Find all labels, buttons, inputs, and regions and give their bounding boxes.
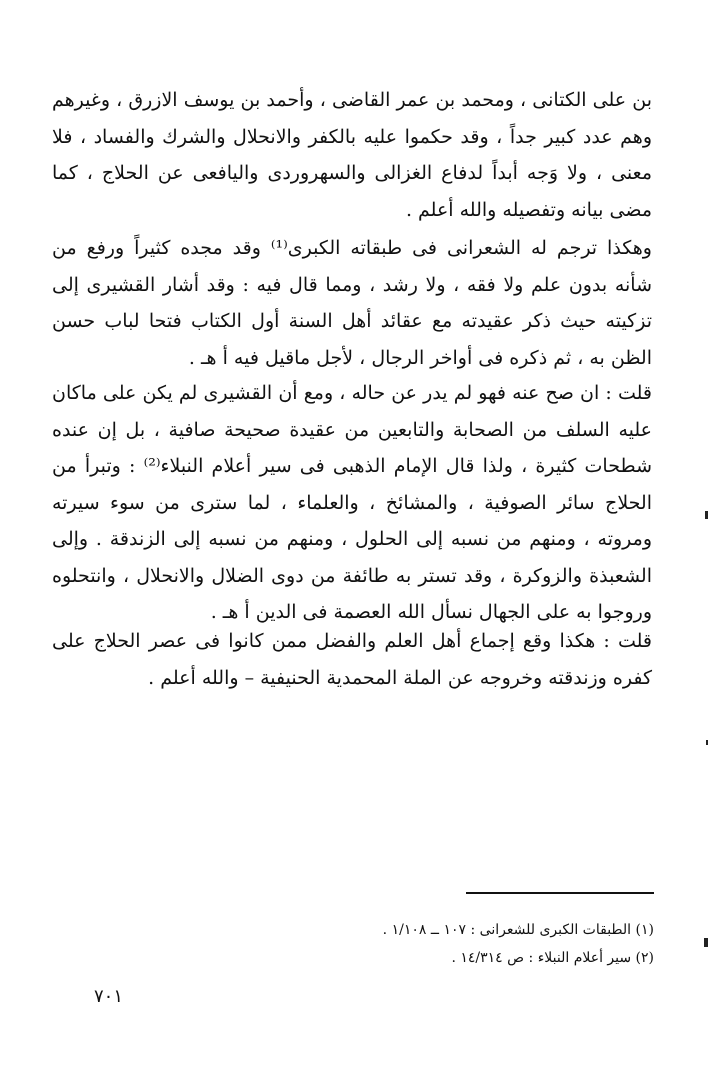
footnote-2: (٢) سير أعلام النبلاء : ص ١٤/٣١٤ .: [451, 950, 654, 966]
paragraph-4: قلت : هكذا وقع إجماع أهل العلم والفضل ممن كانوا فى عصر الحلاج على كفره وزندقته وخروجه عن الملة المحمدية الحنيفية – والله أعلم .: [52, 630, 652, 689]
paragraph-1: بن على الكتانى ، ومحمد بن عمر القاضى ، وأحمد بن يوسف الازرق ، وغيرهم وهم عدد كبير جداً ، وقد حكموا عليه بالكفر والانحلال والشرك والفساد ، فلا معنى ، ولا وَجه أبداً لدفاع الغزالى والسهروردى واليافعى عن الحلاج ، كما مضى بيانه وتفصيله والله أعلم .: [52, 89, 652, 221]
footnote-divider: [466, 892, 654, 894]
paragraph-3: قلت : ان صح عنه فهو لم يدر عن حاله ، ومع أن القشيرى لم يكن على ماكان عليه السلف من الصحابة والتابعين من عقيدة صحيحة صافية ، بل إن عنده شطحات كثيرة ، ولذا قال الإمام الذهبى فى سير أعلام النبلاء⁽²⁾ : وتبرأ من الحلاج سائر الصوفية ، والمشائخ ، والعلماء ، لما سترى من سوء سيرته ومروته ، ومنهم من نسبه إلى الحلول ، ومنهم من نسبه إلى الزندقة . وإلى الشعبذة والزوكرة ، وقد تستر به طائفة من دوى الضلال والانحلال ، وانتحلوه وروجوا به على الجهال نسأل الله العصمة فى الدين أ هـ .: [52, 382, 652, 623]
footnotes: [300, 916, 654, 972]
footnote-1: (١) الطبقات الكبرى للشعرانى : ١٠٧ ــ ١/١٠٨ .: [382, 922, 654, 938]
page-number: ٧٠١: [94, 986, 124, 1007]
paragraph-2: وهكذا ترجم له الشعرانى فى طبقاته الكبرى⁽¹⁾ وقد مجده كثيراً ورفع من شأنه بدون علم ولا فقه ، ولا رشد ، ومما قال فيه : وقد أشار القشيرى إلى تزكيته حيث ذكر عقيدته مع عقائد أهل السنة أول الكتاب فتحا لباب حسن الظن به ، ثم ذكره فى أواخر الرجال ، لأجل ماقيل فيه أ هـ .: [52, 237, 652, 369]
scan-speck: [704, 938, 708, 947]
